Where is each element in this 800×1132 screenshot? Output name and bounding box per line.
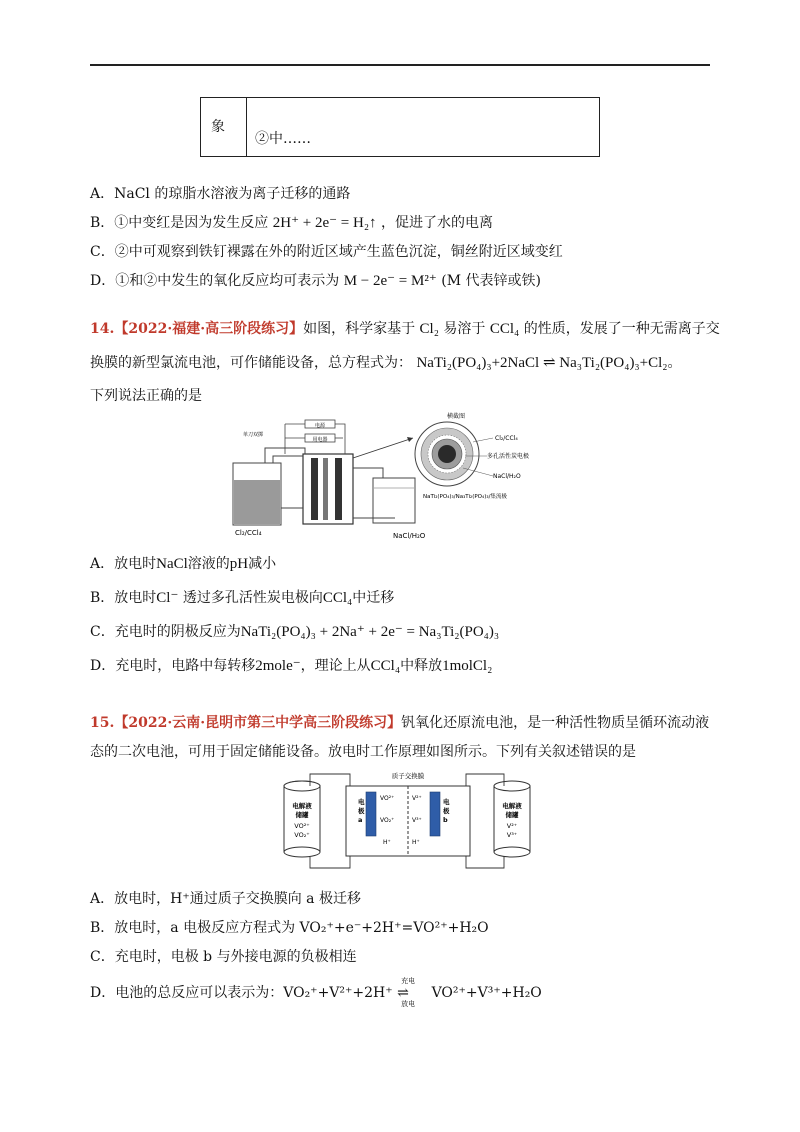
table-cell-label: 象 bbox=[211, 119, 225, 135]
electrode-b-label-3: b bbox=[443, 816, 448, 824]
right-beaker-label: NaCl/H₂O bbox=[393, 532, 426, 540]
q14-number: 14. bbox=[90, 321, 115, 337]
q14-option-b-text: 中迁移 bbox=[352, 590, 395, 606]
left-tank-label-2: 储罐 bbox=[295, 811, 309, 819]
q13-option-d-pre: D．①和②中发生的氧化反应均可表示为 bbox=[90, 273, 340, 289]
q15-source-tag: 【2022·云南·昆明市第三中学高三阶段练习】 bbox=[114, 715, 402, 731]
q13-option-b bbox=[90, 212, 493, 232]
q14-stem-line1 bbox=[90, 318, 720, 338]
q14-option-b-cl: Cl⁻ bbox=[156, 590, 179, 606]
q14-option-b bbox=[90, 587, 394, 607]
switch-label: 单刀双掷 bbox=[243, 432, 264, 438]
right-tank-ion-2: V³⁺ bbox=[506, 831, 518, 839]
q14-option-d-cl2: 1molCl₂ bbox=[442, 658, 493, 674]
electrode-b bbox=[430, 792, 440, 836]
q14-option-d bbox=[90, 655, 492, 675]
table-divider bbox=[246, 98, 247, 156]
ion-right-1: V²⁺ bbox=[412, 795, 422, 802]
q15-stem-line2: 态的二次电池，可用于固定储能设备。放电时工作原理如图所示。下列有关叙述错误的是 bbox=[90, 744, 636, 760]
ion-right-3: H⁺ bbox=[412, 839, 420, 846]
q14-stem-line2 bbox=[90, 352, 682, 372]
electrode-b-label-1: 电 bbox=[443, 798, 450, 806]
arrow-glyph: ⇌ bbox=[397, 985, 409, 1001]
right-tank-label-2: 储罐 bbox=[505, 811, 519, 819]
inset-title: 横截图 bbox=[447, 413, 466, 420]
q14-option-d-electrons: 2mole⁻ bbox=[255, 658, 301, 674]
q14-figure bbox=[225, 408, 575, 548]
ion-left-3: H⁺ bbox=[383, 839, 391, 846]
table-cell-text: ②中…… bbox=[255, 131, 311, 147]
circuit-box-2: 用电器 bbox=[312, 437, 328, 443]
q14-source-tag: 【2022·福建·高三阶段练习】 bbox=[114, 321, 304, 337]
ion-left-2: VO₂⁺ bbox=[380, 817, 395, 824]
q14-stem-line3: 下列说法正确的是 bbox=[90, 388, 202, 404]
q14-option-a-text: A．放电时 bbox=[90, 556, 157, 572]
q14-formula-ccl4: CCl₄ bbox=[489, 321, 520, 337]
q13-option-b-post: ，促进了水的电离 bbox=[381, 215, 494, 231]
q14-option-d-ccl4: CCl₄ bbox=[370, 658, 401, 674]
arrow-bottom-label: 放电 bbox=[401, 1000, 416, 1008]
electrode-b-label-2: 极 bbox=[443, 807, 450, 815]
circuit-box-1: 电源 bbox=[314, 423, 326, 429]
q14-option-d-text: 中释放 bbox=[400, 658, 443, 674]
q14-stem-text: 如图，科学家基于 bbox=[303, 321, 416, 337]
ion-left-1: VO²⁺ bbox=[380, 795, 395, 802]
q14-formula-cl2: Cl₂ bbox=[419, 321, 439, 337]
q13-option-b-formula: 2H⁺ + 2e⁻ = H₂↑ bbox=[272, 215, 377, 231]
right-beaker bbox=[373, 478, 415, 523]
left-tank-ion-1: VO²⁺ bbox=[294, 822, 310, 830]
q15-option-a: A．放电时，H⁺通过质子交换膜向 a 极迁移 bbox=[90, 891, 361, 907]
q14-option-c-formula: NaTi₂(PO₄)₃ + 2Na⁺ + 2e⁻ = Na₃Ti₂(PO₄)₃ bbox=[240, 624, 500, 640]
inset-label-2: 多孔活性炭电极 bbox=[487, 453, 530, 460]
q15-figure bbox=[280, 768, 540, 873]
arrow-top-label: 充电 bbox=[401, 977, 416, 985]
electrode-2 bbox=[335, 458, 342, 520]
q13-option-a: A．NaCl 的琼脂水溶液为离子迁移的通路 bbox=[90, 186, 351, 202]
q14-option-b-text: 透过多孔活性炭电极向 bbox=[182, 590, 323, 606]
q15-number: 15. bbox=[90, 715, 115, 731]
right-tank-label-1: 电解液 bbox=[502, 802, 522, 810]
table-fragment bbox=[200, 97, 600, 157]
electrode-a-label-1: 电 bbox=[358, 798, 365, 806]
q14-option-a-text: 溶液的 bbox=[187, 556, 230, 572]
q14-option-a-text: 减小 bbox=[248, 556, 277, 572]
electrode-a-label-3: a bbox=[358, 816, 363, 824]
left-beaker-label: Cl₂/CCl₄ bbox=[235, 529, 262, 537]
electrode-a bbox=[366, 792, 376, 836]
q13-option-d-formula: M − 2e⁻ = M²⁺ bbox=[343, 273, 437, 289]
inset-label-3: NaCl/H₂O bbox=[493, 473, 521, 480]
q15-option-d-pre: D．电池的总反应可以表示为：VO₂⁺+V²⁺+2H⁺ bbox=[90, 985, 393, 1001]
membrane-label: 质子交换膜 bbox=[391, 772, 425, 780]
q15-option-b: B．放电时，a 电极反应方程式为 VO₂⁺+e⁻+2H⁺=VO²⁺+H₂O bbox=[90, 920, 489, 936]
q14-option-d-text: D．充电时，电路中每转移 bbox=[90, 658, 256, 674]
q14-total-equation: NaTi₂(PO₄)₃+2NaCl ⇌ Na₃Ti₂(PO₄)₃+Cl₂ bbox=[416, 355, 668, 371]
q13-option-c: C．②中可观察到铁钉裸露在外的附近区域产生蓝色沉淀，铜丝附近区域变红 bbox=[90, 244, 563, 260]
inset-core bbox=[438, 445, 456, 463]
left-tank bbox=[284, 786, 320, 852]
q14-option-a bbox=[90, 553, 276, 573]
q14-stem-text: 换膜的新型氯流电池，可作储能设备，总方程式为： bbox=[90, 355, 412, 371]
left-tank-label-1: 电解液 bbox=[292, 802, 312, 810]
top-rule bbox=[90, 64, 710, 66]
left-tank-ion-2: VO₂⁺ bbox=[294, 831, 310, 839]
q14-option-c bbox=[90, 621, 499, 641]
q13-option-d-post: (M 代表锌或铁) bbox=[441, 273, 541, 289]
q14-option-c-text: C．充电时的阴极反应为 bbox=[90, 624, 241, 640]
q14-stem-text: 易溶于 bbox=[443, 321, 486, 337]
q13-option-d bbox=[90, 270, 541, 290]
q14-option-a-ph: pH bbox=[229, 556, 249, 572]
reversible-arrow bbox=[397, 977, 427, 1008]
right-tank bbox=[494, 786, 530, 852]
q15-stem-text: 钒氧化还原流电池，是一种活性物质呈循环流动液 bbox=[401, 715, 710, 731]
q14-option-b-text: B．放电时 bbox=[90, 590, 157, 606]
q15-option-c: C．充电时，电极 b 与外接电源的负极相连 bbox=[90, 949, 357, 965]
ion-right-2: V³⁺ bbox=[412, 817, 422, 824]
q15-option-d bbox=[90, 977, 542, 1008]
q14-stem-end: 。 bbox=[667, 355, 682, 371]
electrode-a-label-2: 极 bbox=[358, 807, 365, 815]
inset-label-4: NaTi₂(PO₄)₃/Na₃Ti₂(PO₄)₃/集流极 bbox=[423, 494, 507, 500]
inset-label-1: Cl₂/CCl₄ bbox=[495, 435, 518, 442]
electrode-1 bbox=[311, 458, 318, 520]
q14-option-b-ccl4: CCl₄ bbox=[322, 590, 353, 606]
q14-option-a-nacl: NaCl bbox=[156, 556, 188, 572]
q15-stem-line1 bbox=[90, 712, 709, 732]
q13-option-b-pre: B．①中变红是因为发生反应 bbox=[90, 215, 269, 231]
q14-option-d-text: ，理论上从 bbox=[300, 658, 371, 674]
q14-stem-text: 的性质，发展了一种无需离子交 bbox=[523, 321, 720, 337]
left-beaker-liquid bbox=[234, 480, 280, 524]
right-tank-ion-1: V²⁺ bbox=[506, 822, 518, 830]
q15-option-d-post: VO²⁺+V³⁺+H₂O bbox=[431, 985, 542, 1001]
